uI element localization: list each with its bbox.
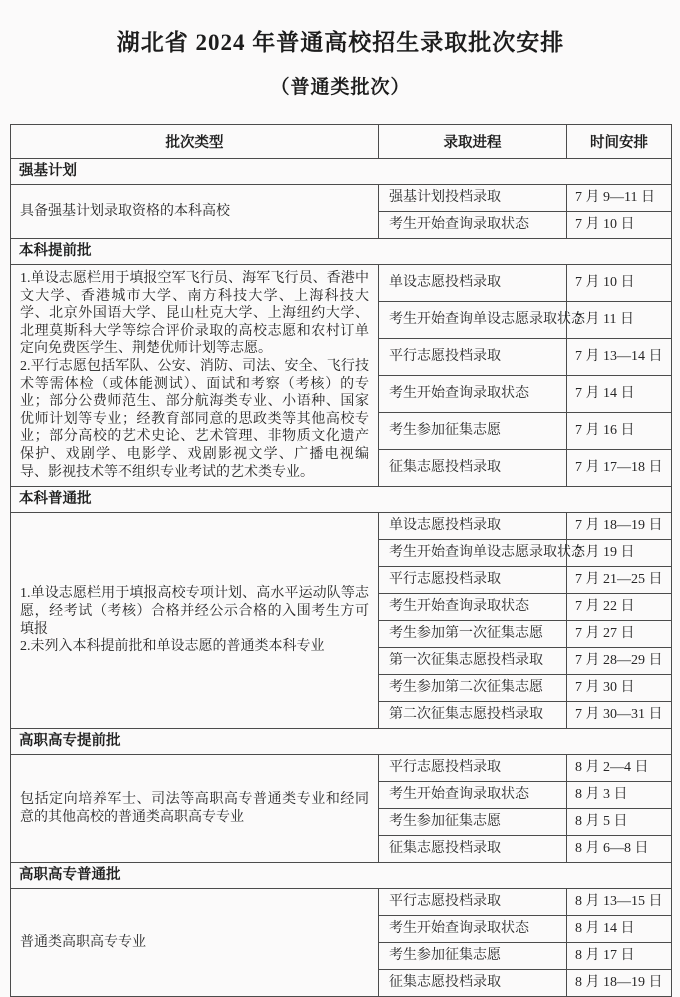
process-cell: 考生参加征集志愿	[379, 943, 567, 970]
time-cell: 7 月 14 日	[567, 376, 672, 413]
section-header-row	[11, 159, 672, 185]
time-cell: 8 月 14 日	[567, 916, 672, 943]
process-cell: 考生开始查询单设志愿录取状态	[379, 302, 567, 339]
section-title: 高职高专提前批	[11, 729, 672, 755]
time-cell: 8 月 17 日	[567, 943, 672, 970]
time-cell: 7 月 28—29 日	[567, 648, 672, 675]
section-title: 高职高专普通批	[11, 863, 672, 889]
process-cell: 征集志愿投档录取	[379, 836, 567, 863]
section-title: 本科提前批	[11, 239, 672, 265]
process-row	[11, 513, 672, 540]
process-cell: 第一次征集志愿投档录取	[379, 648, 567, 675]
batch-description-paragraph: 2.平行志愿包括军队、公安、消防、司法、安全、飞行技术等需体检（或体能测试）、面试和考察（考核）的专业；部分公费师范生、部分航海类专业、小语种、国家优师计划等专业；经教育部同意的思政类等其他高校专业；部分高校的艺术史论、艺术管理、非物质文化遗产保护、戏剧学、电影学、戏剧影视文学、广播电视编导、影视技术等不组织专业考试的艺术类专业。	[20, 358, 369, 480]
section-header-row	[11, 863, 672, 889]
batch-description-cell	[11, 513, 379, 729]
section-header-row	[11, 729, 672, 755]
time-cell: 7 月 18—19 日	[567, 513, 672, 540]
batch-description-cell	[11, 889, 379, 997]
time-cell: 7 月 17—18 日	[567, 450, 672, 487]
batch-description-paragraph: 2.未列入本科提前批和单设志愿的普通类本科专业	[20, 639, 325, 655]
time-cell: 8 月 18—19 日	[567, 970, 672, 997]
process-row	[11, 185, 672, 212]
time-cell: 7 月 21—25 日	[567, 567, 672, 594]
table-header-row	[11, 125, 672, 159]
batch-description-paragraph: 1.单设志愿栏用于填报高校专项计划、高水平运动队等志愿，经考试（考核）合格并经公示合格的入围考生方可填报	[20, 586, 369, 637]
batch-description-cell	[11, 185, 379, 239]
process-cell: 考生开始查询录取状态	[379, 376, 567, 413]
batch-table-body	[11, 159, 672, 997]
process-cell: 平行志愿投档录取	[379, 889, 567, 916]
time-cell: 8 月 5 日	[567, 809, 672, 836]
time-cell: 7 月 10 日	[567, 212, 672, 239]
process-cell: 考生开始查询单设志愿录取状态	[379, 540, 567, 567]
process-cell: 单设志愿投档录取	[379, 265, 567, 302]
column-header-process: 录取进程	[379, 125, 567, 159]
time-cell: 8 月 2—4 日	[567, 755, 672, 782]
process-cell: 考生开始查询录取状态	[379, 916, 567, 943]
batch-description-paragraph: 具备强基计划录取资格的本科高校	[20, 203, 230, 219]
time-cell: 7 月 16 日	[567, 413, 672, 450]
batch-description-cell	[11, 265, 379, 487]
column-header-schedule: 时间安排	[567, 125, 672, 159]
time-cell: 7 月 22 日	[567, 594, 672, 621]
process-cell: 强基计划投档录取	[379, 185, 567, 212]
section-header-row	[11, 487, 672, 513]
section-title: 强基计划	[11, 159, 672, 185]
process-cell: 第二次征集志愿投档录取	[379, 702, 567, 729]
time-cell: 7 月 10 日	[567, 265, 672, 302]
page-title: 湖北省 2024 年普通高校招生录取批次安排	[116, 30, 565, 55]
process-row	[11, 265, 672, 302]
time-cell: 7 月 27 日	[567, 621, 672, 648]
column-header-batch-type: 批次类型	[11, 125, 379, 159]
section-header-row	[11, 239, 672, 265]
time-cell: 7 月 19 日	[567, 540, 672, 567]
process-cell: 考生开始查询录取状态	[379, 782, 567, 809]
time-cell: 7 月 13—14 日	[567, 339, 672, 376]
batch-description-paragraph: 1.单设志愿栏用于填报空军飞行员、海军飞行员、香港中文大学、香港城市大学、南方科技大学、上海科技大学、北京外国语大学、昆山杜克大学、上海纽约大学、北理莫斯科大学等综合评价录取的高校志愿和农村订单定向免费医学生、荆楚优师计划等志愿。	[20, 271, 369, 357]
process-cell: 单设志愿投档录取	[379, 513, 567, 540]
process-cell: 考生参加征集志愿	[379, 413, 567, 450]
process-cell: 考生开始查询录取状态	[379, 594, 567, 621]
process-cell: 平行志愿投档录取	[379, 567, 567, 594]
process-row	[11, 889, 672, 916]
time-cell: 8 月 6—8 日	[567, 836, 672, 863]
page-subtitle: （普通类批次）	[270, 77, 411, 98]
section-title: 本科普通批	[11, 487, 672, 513]
process-row	[11, 755, 672, 782]
time-cell: 8 月 13—15 日	[567, 889, 672, 916]
batch-description-paragraph: 普通类高职高专专业	[20, 934, 146, 950]
time-cell: 7 月 30 日	[567, 675, 672, 702]
process-cell: 考生参加第一次征集志愿	[379, 621, 567, 648]
batch-description-cell	[11, 755, 379, 863]
admission-batch-table	[10, 124, 672, 997]
process-cell: 考生参加第二次征集志愿	[379, 675, 567, 702]
process-cell: 平行志愿投档录取	[379, 339, 567, 376]
time-cell: 7 月 9—11 日	[567, 185, 672, 212]
time-cell: 8 月 3 日	[567, 782, 672, 809]
process-cell: 考生参加征集志愿	[379, 809, 567, 836]
process-cell: 平行志愿投档录取	[379, 755, 567, 782]
process-cell: 征集志愿投档录取	[379, 970, 567, 997]
process-cell: 征集志愿投档录取	[379, 450, 567, 487]
process-cell: 考生开始查询录取状态	[379, 212, 567, 239]
time-cell: 7 月 30—31 日	[567, 702, 672, 729]
time-cell: 7 月 11 日	[567, 302, 672, 339]
batch-description-paragraph: 包括定向培养军士、司法等高职高专普通类专业和经同意的其他高校的普通类高职高专专业	[20, 792, 369, 825]
